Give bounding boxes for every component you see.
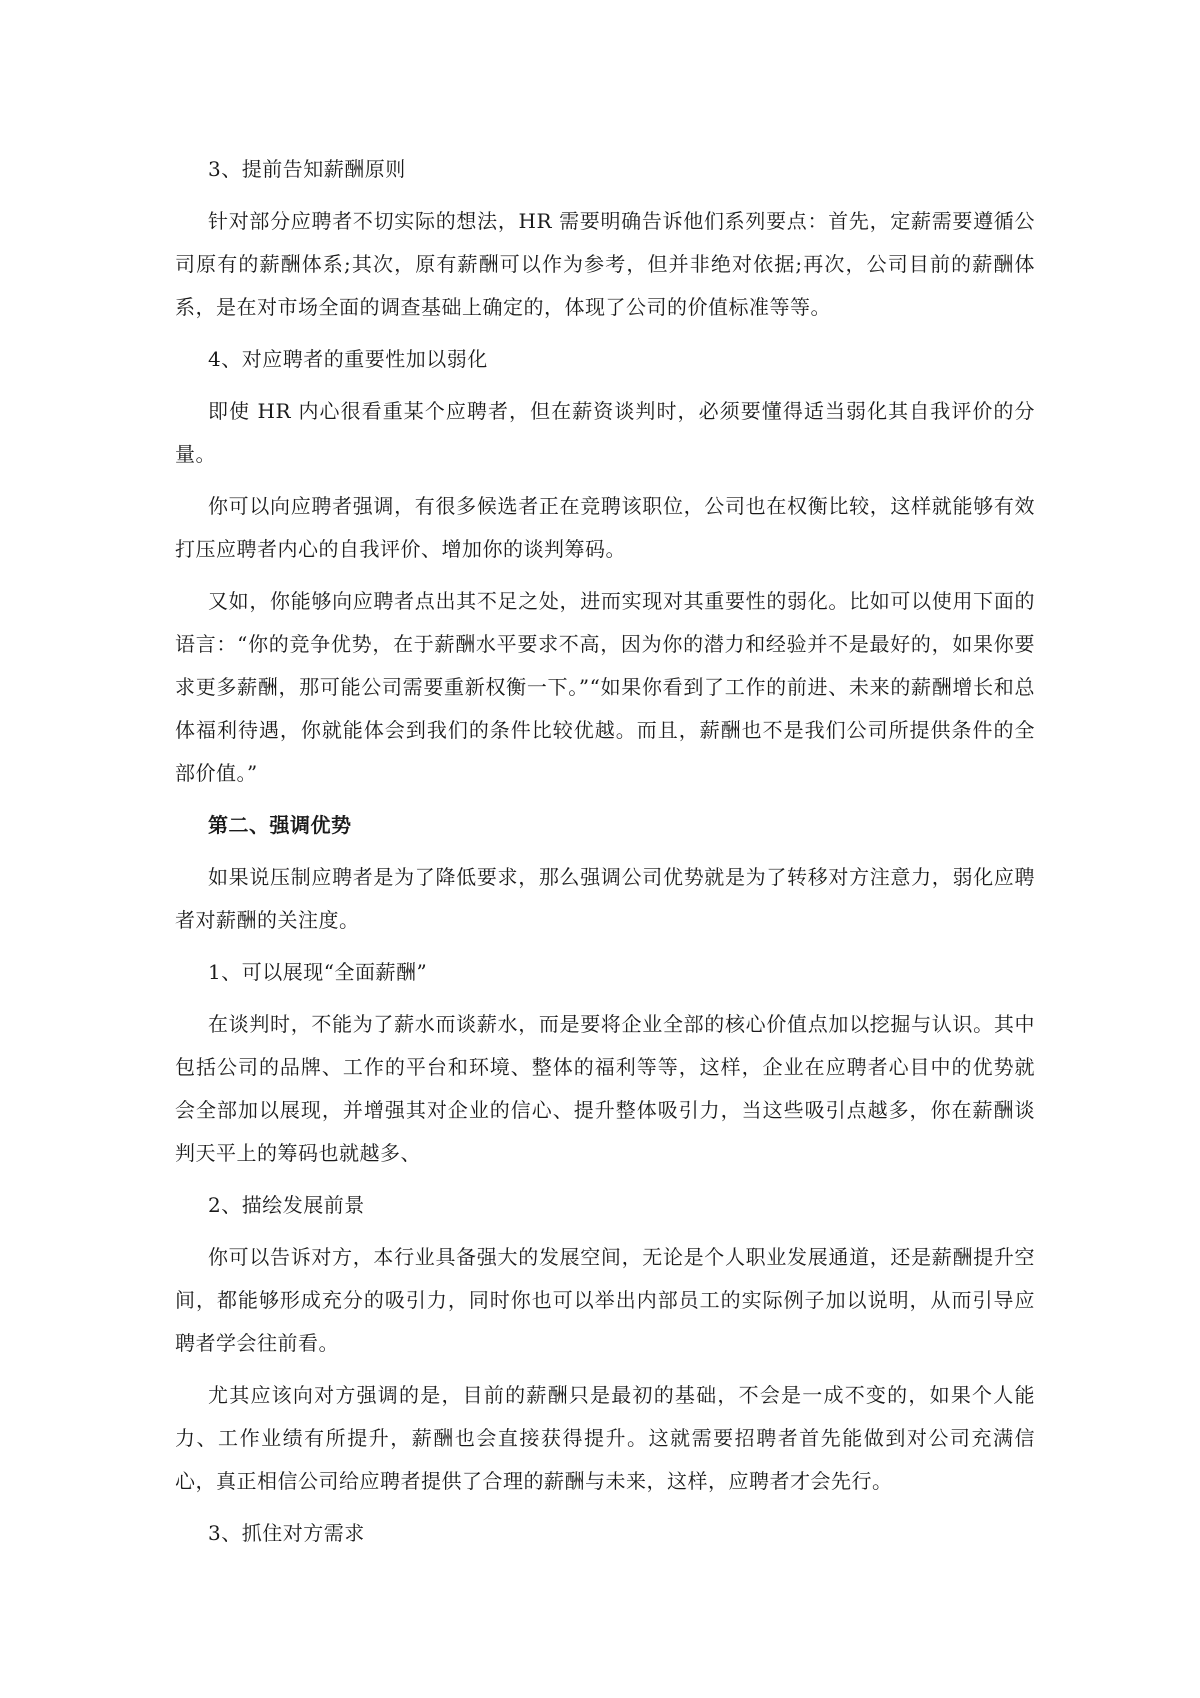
paragraph-salary-growth: 尤其应该向对方强调的是，目前的薪酬只是最初的基础，不会是一成不变的，如果个人能力、工作业绩有所提升，薪酬也会直接获得提升。这就需要招聘者首先能做到对公司充满信心，真正相信公司给应聘者提供了合理的薪酬与未来，这样，应聘者才会先行。 — [175, 1383, 1035, 1493]
section-heading-emphasize-advantages: 第二、强调优势 — [208, 813, 352, 837]
paragraph-development-prospects: 你可以告诉对方，本行业具备强大的发展空间，无论是个人职业发展通道，还是薪酬提升空间，都能够形成充分的吸引力，同时你也可以举出内部员工的实际例子加以说明，从而引导应聘者学会往前看。 — [175, 1245, 1035, 1355]
paragraph-competition: 你可以向应聘者强调，有很多候选者正在竞聘该职位，公司也在权衡比较，这样就能够有效打压应聘者内心的自我评价、增加你的谈判筹码。 — [175, 494, 1035, 561]
paragraph-total-compensation: 在谈判时，不能为了薪水而谈薪水，而是要将企业全部的核心价值点加以挖掘与认识。其中包括公司的品牌、工作的平台和环境、整体的福利等等，这样，企业在应聘者心目中的优势就会全部加以展现，并增强其对企业的信心、提升整体吸引力，当这些吸引点越多，你在薪酬谈判天平上的筹码也就越多、 — [175, 1012, 1035, 1165]
heading-development-prospects: 2、描绘发展前景 — [208, 1193, 365, 1217]
heading-salary-principle: 3、提前告知薪酬原则 — [208, 157, 406, 181]
paragraph-point-out-weakness: 又如，你能够向应聘者点出其不足之处，进而实现对其重要性的弱化。比如可以使用下面的语言：“你的竞争优势，在于薪酬水平要求不高，因为你的潜力和经验并不是最好的，如果你要求更多薪酬，那可能公司需要重新权衡一下。”“如果你看到了工作的前进、未来的薪酬增长和总体福利待遇，你就能体会到我们的条件比较优越。而且，薪酬也不是我们公司所提供条件的全部价值。” — [175, 589, 1035, 785]
document-page — [175, 148, 1035, 1564]
paragraph-emphasize-advantages: 如果说压制应聘者是为了降低要求，那么强调公司优势就是为了转移对方注意力，弱化应聘者对薪酬的关注度。 — [175, 865, 1035, 932]
heading-weaken-importance: 4、对应聘者的重要性加以弱化 — [208, 347, 488, 371]
heading-grasp-needs: 3、抓住对方需求 — [208, 1521, 365, 1545]
paragraph-salary-principle: 针对部分应聘者不切实际的想法，HR 需要明确告诉他们系列要点：首先，定薪需要遵循公司原有的薪酬体系;其次，原有薪酬可以作为参考，但并非绝对依据;再次，公司目前的薪酬体系，是在对市场全面的调查基础上确定的，体现了公司的价值标准等等。 — [175, 209, 1035, 319]
paragraph-weaken-importance: 即使 HR 内心很看重某个应聘者，但在薪资谈判时，必须要懂得适当弱化其自我评价的分量。 — [175, 399, 1035, 466]
heading-total-compensation: 1、可以展现“全面薪酬” — [208, 960, 428, 984]
